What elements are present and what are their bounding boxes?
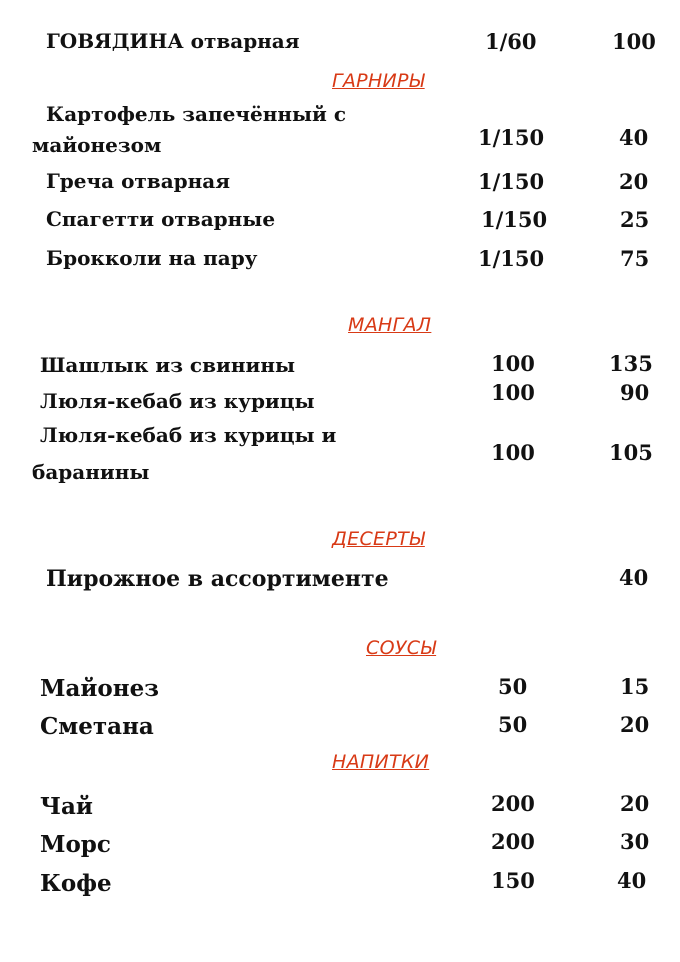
item-portion: 1/60 (485, 29, 537, 54)
item-price: 30 (620, 829, 650, 854)
item-name: Шашлык из свинины (40, 353, 295, 377)
item-name: Люля-кебаб из курицы (40, 389, 315, 413)
item-name: Морс (40, 831, 111, 858)
item-portion: 150 (491, 868, 535, 893)
item-price: 135 (609, 351, 653, 376)
item-name: Брокколи на пару (46, 246, 258, 270)
item-portion: 100 (491, 351, 535, 376)
item-name: Люля-кебаб из курицы и (40, 423, 337, 447)
item-name: Греча отварная (46, 169, 231, 193)
section-title-garnish: ГАРНИРЫ (332, 70, 425, 92)
item-name: Спагетти отварные (46, 207, 276, 231)
item-portion: 1/150 (478, 169, 545, 194)
item-portion: 200 (491, 829, 535, 854)
section-title-sauces: СОУСЫ (366, 637, 437, 659)
item-name: Кофе (40, 870, 112, 897)
item-name: Сметана (40, 713, 154, 740)
item-price: 40 (619, 565, 649, 590)
item-price: 15 (620, 674, 650, 699)
item-name: Пирожное в ассортименте (46, 566, 389, 592)
section-title-desserts: ДЕСЕРТЫ (332, 528, 425, 550)
item-price: 75 (620, 246, 650, 271)
item-portion: 200 (491, 791, 535, 816)
item-price: 40 (619, 125, 649, 150)
item-portion: 50 (498, 674, 528, 699)
item-price: 20 (620, 712, 650, 737)
item-portion: 100 (491, 440, 535, 465)
item-name: Чай (40, 793, 93, 820)
section-title-grill: МАНГАЛ (348, 314, 432, 336)
item-price: 20 (620, 791, 650, 816)
item-name: Картофель запечённый с (46, 102, 347, 126)
item-portion: 50 (498, 712, 528, 737)
item-name: ГОВЯДИНА отварная (46, 29, 300, 53)
item-price: 105 (609, 440, 653, 465)
item-name-continued: баранины (32, 460, 150, 484)
item-price: 100 (612, 29, 656, 54)
item-price: 40 (617, 868, 647, 893)
item-price: 20 (619, 169, 649, 194)
item-name-continued: майонезом (32, 133, 162, 157)
item-price: 90 (620, 380, 650, 405)
item-portion: 1/150 (478, 125, 545, 150)
item-name: Майонез (40, 675, 159, 702)
item-portion: 1/150 (478, 246, 545, 271)
section-title-drinks: НАПИТКИ (332, 751, 430, 773)
item-portion: 1/150 (481, 207, 548, 232)
item-portion: 100 (491, 380, 535, 405)
item-price: 25 (620, 207, 650, 232)
